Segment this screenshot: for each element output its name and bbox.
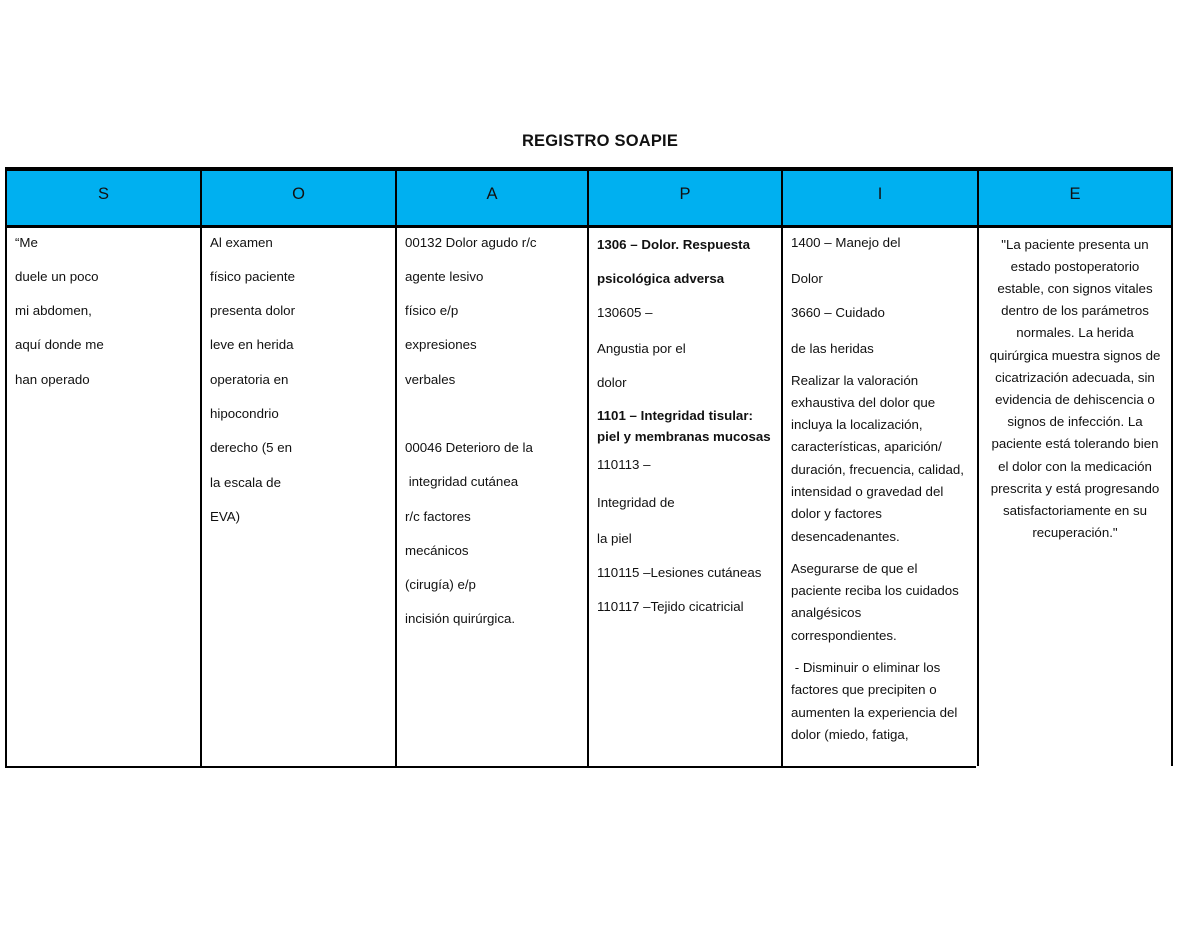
noc-indicator-tejido: 110117 –Tejido cicatricial (597, 598, 744, 614)
subjective-line: duele un poco (15, 268, 99, 284)
nic-activity-factores: - Disminuir o eliminar los factores que precipiten o aumenten la experiencia del dolor (miedo, fatiga, (791, 660, 962, 742)
assessment-line: expresiones (405, 337, 477, 353)
noc-indicator-lesiones: 110115 –Lesiones cutáneas (597, 564, 762, 580)
evaluation-text: "La paciente presenta un estado postoperatorio estable, con signos vitales dentro de los parámetros normales. La herida quirúrgica muestra signos de cicatrización adecuada, sin evidencia de dehiscencia o signos de infección. La paciente está tolerando bien el dolor con la medicación prescrita y está progresando satisfactoriamente en su recuperación." (989, 236, 1161, 541)
header-evaluation: E (978, 169, 1172, 226)
content-row (6, 226, 1172, 767)
assessment-line: agente lesivo (405, 268, 484, 284)
noc-indicator-text: Angustia por el (597, 340, 686, 356)
header-subjective: S (6, 169, 201, 226)
assessment-line: físico e/p (405, 303, 459, 319)
nic-intervention-line: de las heridas (791, 340, 874, 356)
nic-activity-valoracion: Realizar la valoración exhaustiva del dolor que incluya la localización, características, aparición/ duración, frecuencia, calidad, intensidad o gravedad del dolor y factores desencadenantes. (791, 372, 964, 544)
noc-indicator-text: la piel (597, 530, 632, 546)
subjective-line: han operado (15, 371, 90, 387)
soapie-table (5, 167, 1173, 768)
assessment-line: verbales (405, 371, 456, 387)
subjective-cell (6, 226, 201, 767)
objective-cell (201, 226, 396, 767)
objective-line: presenta dolor (210, 303, 296, 319)
nic-intervention-line: 1400 – Manejo del (791, 234, 901, 250)
objective-line: la escala de (210, 474, 281, 490)
noc-indicator-text: dolor (597, 374, 627, 390)
assessment-line (405, 399, 579, 433)
objective-line: operatoria en (210, 371, 289, 387)
assessment-line: incisión quirúrgica. (405, 611, 516, 627)
objective-line: EVA) (210, 508, 241, 524)
assessment-line: r/c factores (405, 508, 471, 524)
noc-indicator-text: Integridad de (597, 494, 675, 510)
nic-intervention-line: Dolor (791, 270, 823, 286)
subjective-line: aquí donde me (15, 337, 104, 353)
noc-indicator-code: 110113 – (597, 456, 651, 472)
intervention-cell (782, 226, 978, 767)
evaluation-cell (978, 226, 1172, 767)
evaluation-open-bottom (976, 766, 1173, 769)
assessment-cell (396, 226, 588, 767)
assessment-line: 00046 Deterioro de la (405, 439, 533, 455)
header-planning: P (588, 169, 782, 226)
subjective-line: mi abdomen, (15, 303, 92, 319)
objective-line: Al examen (210, 234, 273, 250)
assessment-line: (cirugía) e/p (405, 577, 476, 593)
objective-line: derecho (5 en (210, 440, 293, 456)
noc-outcome-dolor: 1306 – Dolor. Respuesta psicológica adversa (597, 236, 750, 286)
assessment-line: 00132 Dolor agudo r/c (405, 234, 537, 250)
noc-outcome-integridad: 1101 – Integridad tisular: piel y membranas mucosas (597, 407, 771, 444)
nic-intervention-line: 3660 – Cuidado (791, 304, 885, 320)
subjective-line: “Me (15, 234, 38, 250)
objective-line: hipocondrio (210, 405, 279, 421)
assessment-line: integridad cutánea (405, 474, 519, 490)
header-assessment: A (396, 169, 588, 226)
header-objective: O (201, 169, 396, 226)
planning-cell (588, 226, 782, 767)
assessment-line: mecánicos (405, 542, 469, 558)
header-row (6, 169, 1172, 226)
document-title: REGISTRO SOAPIE (521, 132, 679, 150)
noc-indicator-code: 130605 – (597, 304, 653, 320)
nic-activity-analgesicos: Asegurarse de que el paciente reciba los cuidados analgésicos correspondientes. (791, 560, 959, 643)
header-intervention: I (782, 169, 978, 226)
objective-line: físico paciente (210, 268, 296, 284)
objective-line: leve en herida (210, 337, 294, 353)
